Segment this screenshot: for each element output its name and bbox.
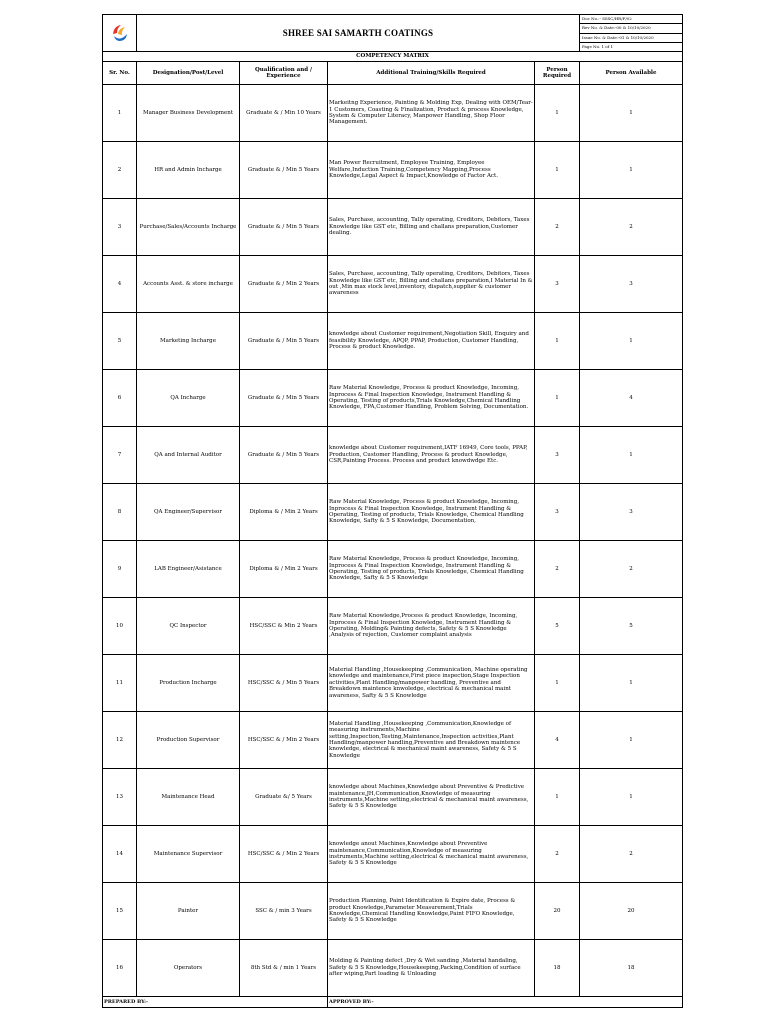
- row-person-available: 3: [580, 484, 683, 541]
- table-row: [103, 85, 683, 142]
- row-designation: Maintenance Supervisor: [137, 826, 240, 883]
- row-sr-number: 14: [103, 826, 137, 883]
- matrix-subtitle: COMPETENCY MATRIX: [103, 52, 683, 62]
- column-header-row: [103, 62, 683, 85]
- table-row: [103, 769, 683, 826]
- row-skills: Man Power Recruitment, Employee Training, Employee Welfare,Induction Training,Competency Mapping,Process Knowledge,Legal Aspect & Impact,Knowledge of Factor Act.: [328, 142, 535, 199]
- matrix-rows: [103, 85, 683, 997]
- table-row: [103, 541, 683, 598]
- row-qualification: Graduate & / Min 5 Years: [240, 370, 328, 427]
- row-designation: Maintenance Head: [137, 769, 240, 826]
- row-qualification: HSC/SSC & / Min 2 Years: [240, 826, 328, 883]
- row-skills: Markeitng Experience, Painting & Molding Exp, Dealing with OEM/Tear-1 Customers, Coasting & Finalization, Product & process Knowledge, System & Computer Literacy, Manpower Handling, Shop Floor Management.: [328, 85, 535, 142]
- table-row: [103, 256, 683, 313]
- table-row: [103, 826, 683, 883]
- row-sr-number: 9: [103, 541, 137, 598]
- row-skills: knowledge about Customer requirement,IATF 16949, Core tools, PPAP, Production, Customer Handling, Process & product Knowledge, CSR,Painting Process. Process and product knowdwdge Etc.: [328, 427, 535, 484]
- row-person-available: 5: [580, 598, 683, 655]
- row-sr-number: 4: [103, 256, 137, 313]
- row-person-required: 1: [535, 85, 580, 142]
- company-name: SHREE SAI SAMARTH COATINGS: [137, 15, 580, 52]
- table-row: [103, 142, 683, 199]
- row-sr-number: 3: [103, 199, 137, 256]
- approved-by-label: APPROVED BY:-: [328, 997, 683, 1008]
- row-skills: Material Handling ,Housekeeping ,Communication,Knowledge of measuring instruments,Machine setting,Inspection,Testing,Maintenance,Inspection activities,Plant Handling/manpower handling,Preventive and Breakdown maintence knowledge, electrical & mechanical maint awareness, Safety & 5 S Knowledge: [328, 712, 535, 769]
- col-header-skills: Additional Training/Skills Required: [328, 62, 535, 85]
- row-sr-number: 16: [103, 940, 137, 997]
- col-header-qualification: Qualification and / Experience: [240, 62, 328, 85]
- row-qualification: Graduate & / Min 5 Years: [240, 142, 328, 199]
- row-sr-number: 7: [103, 427, 137, 484]
- row-skills: Production Planning, Paint Identification & Expire date, Process & product Knowledge,Parameter Measurement,Trials Knowledge,Chemical Handling Knowledge,Paint FIFO Knowledge, Safety & 5 S Knowledge: [328, 883, 535, 940]
- row-person-available: 2: [580, 199, 683, 256]
- col-header-designation: Designation/Post/Level: [137, 62, 240, 85]
- row-person-available: 3: [580, 256, 683, 313]
- row-designation: Manager Business Development: [137, 85, 240, 142]
- row-designation: HR and Admin Incharge: [137, 142, 240, 199]
- competency-matrix-sheet: [102, 14, 682, 1009]
- row-person-required: 1: [535, 142, 580, 199]
- row-sr-number: 11: [103, 655, 137, 712]
- row-skills: Raw Material Knowledge, Process & product Knowledge, Incoming, Inprocess & Final Inspection Knowledge, Instrument Handling & Operating, Testing of products, Trials Knowledge, Chemical Handling Knowledge, Safty & 5 S Knowledge: [328, 541, 535, 598]
- row-person-required: 3: [535, 484, 580, 541]
- col-header-sr: Sr. No.: [103, 62, 137, 85]
- prepared-by-label: PREPARED BY:-: [103, 997, 328, 1008]
- row-designation: QA and Internal Auditor: [137, 427, 240, 484]
- row-designation: Painter: [137, 883, 240, 940]
- row-qualification: Graduate & / Min 5 Years: [240, 313, 328, 370]
- row-designation: Accounts Asst. & store incharge: [137, 256, 240, 313]
- row-qualification: Diploma & / Min 2 Years: [240, 484, 328, 541]
- row-person-required: 2: [535, 541, 580, 598]
- row-person-required: 5: [535, 598, 580, 655]
- row-person-available: 1: [580, 655, 683, 712]
- row-person-available: 1: [580, 427, 683, 484]
- row-person-required: 20: [535, 883, 580, 940]
- row-qualification: HSC/SSC & / Min 5 Years: [240, 655, 328, 712]
- row-qualification: Graduate & / Min 10 Years: [240, 85, 328, 142]
- doc-number: Doc No.:- SSSC/HR/F/02: [580, 15, 683, 24]
- row-skills: Molding & Painting defect ,Dry & Wet sanding ,Material handaling, Safety & 5 S Knowledge,Housekeeping,Packing,Condition of surface after wiping,Part loading & Unloading: [328, 940, 535, 997]
- page-number: Page No. 1 of 1: [580, 42, 683, 51]
- row-sr-number: 2: [103, 142, 137, 199]
- row-sr-number: 1: [103, 85, 137, 142]
- row-designation: QC Inspector: [137, 598, 240, 655]
- table-row: [103, 655, 683, 712]
- row-person-required: 2: [535, 826, 580, 883]
- issue-number: Issue No. & Date:-01 & 10/10/2020: [580, 33, 683, 42]
- row-qualification: Graduate & / Min 2 Years: [240, 256, 328, 313]
- row-person-available: 1: [580, 85, 683, 142]
- row-person-required: 3: [535, 427, 580, 484]
- table-row: [103, 370, 683, 427]
- row-person-required: 4: [535, 712, 580, 769]
- company-logo-icon: [103, 15, 136, 51]
- logo-cell: [103, 15, 137, 52]
- row-designation: Operators: [137, 940, 240, 997]
- row-sr-number: 8: [103, 484, 137, 541]
- row-qualification: HSC/SSC & / Min 2 Years: [240, 712, 328, 769]
- revision-number: Rev No. & Date:-00 & 10/10/2020: [580, 24, 683, 33]
- row-designation: Marketing Incharge: [137, 313, 240, 370]
- row-person-required: 1: [535, 370, 580, 427]
- row-designation: Purchase/Sales/Accounts Incharge: [137, 199, 240, 256]
- row-person-required: 1: [535, 313, 580, 370]
- row-person-required: 3: [535, 256, 580, 313]
- row-sr-number: 10: [103, 598, 137, 655]
- row-skills: Raw Material Knowledge, Process & product Knowledge, Incoming, Inprocess & Final Inspection Knowledge, Instrument Handling & Operating, Testing of products, Trials Knowledge, Chemical Handling Knowledge, Safty & 5 S Knowledge, Documentation,: [328, 484, 535, 541]
- row-person-required: 1: [535, 769, 580, 826]
- row-qualification: 8th Std & / min 1 Years: [240, 940, 328, 997]
- row-designation: QA Engineer/Supervisor: [137, 484, 240, 541]
- row-person-available: 4: [580, 370, 683, 427]
- row-sr-number: 5: [103, 313, 137, 370]
- row-person-required: 1: [535, 655, 580, 712]
- row-skills: Sales, Purchase, accounting, Tally operating, Creditors, Debitors, Taxes Knowledge like GST etc, Billing and challans preparation,Customer dealing.: [328, 199, 535, 256]
- row-skills: knowledge about Machines,Knowledge about Preventive & Predictive maintenance,JH,Communication,Knowledge of measuring instruments,Machine setting,electrical & mechanical maint awareness, Safety & 5 S Knowledge: [328, 769, 535, 826]
- table-row: [103, 427, 683, 484]
- row-designation: Production Incharge: [137, 655, 240, 712]
- row-designation: LAB Engineer/Asistance: [137, 541, 240, 598]
- row-person-available: 1: [580, 313, 683, 370]
- row-sr-number: 12: [103, 712, 137, 769]
- row-sr-number: 6: [103, 370, 137, 427]
- row-designation: QA Incharge: [137, 370, 240, 427]
- table-row: [103, 598, 683, 655]
- row-person-available: 2: [580, 541, 683, 598]
- table-row: [103, 883, 683, 940]
- row-qualification: Graduate &/ 5 Years: [240, 769, 328, 826]
- row-skills: Sales, Purchase, accounting, Tally operating, Creditors, Debitors, Taxes Knowledge like GST etc, Billing and challans preparation,I Material In & out ,Min max stock level,inventory, dispatch,supplier & customer awareness: [328, 256, 535, 313]
- table-row: [103, 712, 683, 769]
- row-person-available: 1: [580, 769, 683, 826]
- row-person-available: 1: [580, 142, 683, 199]
- row-designation: Production Supervisor: [137, 712, 240, 769]
- row-sr-number: 13: [103, 769, 137, 826]
- matrix-table: [102, 14, 683, 1008]
- row-person-available: 20: [580, 883, 683, 940]
- row-sr-number: 15: [103, 883, 137, 940]
- row-skills: Raw Material Knowledge,Process & product Knowledge, Incoming, Inprocess & Final Inspection Knowledge, Instrument Handling & Operating, Molding& Painting defects, Safety & 5 S Knowledge ,Analysis of rejection, Customer complaint analysis: [328, 598, 535, 655]
- row-qualification: SSC & / min 3 Years: [240, 883, 328, 940]
- row-skills: knowledge anout Machines,Knowledge about Preventive maintenance,Communication,Knowledge of measuring instruments,Machine setting,electrical & mechanical maint awareness, Safety & 5 S Knowledge: [328, 826, 535, 883]
- table-row: [103, 313, 683, 370]
- row-person-available: 18: [580, 940, 683, 997]
- col-header-available: Person Available: [580, 62, 683, 85]
- row-skills: Raw Material Knowledge, Process & product Knowledge, Incoming, Inprocess & Final Inspection Knowledge, Instrument Handling & Operating, Testing of products,Trials Knowledge,Chemical Handling Knowledge, FPA,Customer Handling, Problem Solving, Documentation.: [328, 370, 535, 427]
- row-qualification: Graduate & / Min 5 Years: [240, 199, 328, 256]
- row-qualification: Graduate & / Min 5 Years: [240, 427, 328, 484]
- table-row: [103, 484, 683, 541]
- row-qualification: Diploma & / Min 2 Years: [240, 541, 328, 598]
- row-person-required: 18: [535, 940, 580, 997]
- row-qualification: HSC/SSC & Min 2 Years: [240, 598, 328, 655]
- table-row: [103, 940, 683, 997]
- col-header-required: Person Required: [535, 62, 580, 85]
- row-person-required: 2: [535, 199, 580, 256]
- row-person-available: 2: [580, 826, 683, 883]
- table-row: [103, 199, 683, 256]
- row-skills: knowledge about Customer requirement,Negotiation Skill, Enquiry and feasibility Knowledge, APQP, PPAP, Production, Customer Handling, Process & product Knowledge.: [328, 313, 535, 370]
- row-skills: Material Handling ,Housekeeping ,Communication, Machine operating knowledge and maintenance,First piece inspection,Stage Inspection activities,Plant Handling/manpower handling, Preventive and Breakdown maintence knwoledge, electrical & mechanical maint awareness, Safty & 5 S Knowledge: [328, 655, 535, 712]
- row-person-available: 1: [580, 712, 683, 769]
